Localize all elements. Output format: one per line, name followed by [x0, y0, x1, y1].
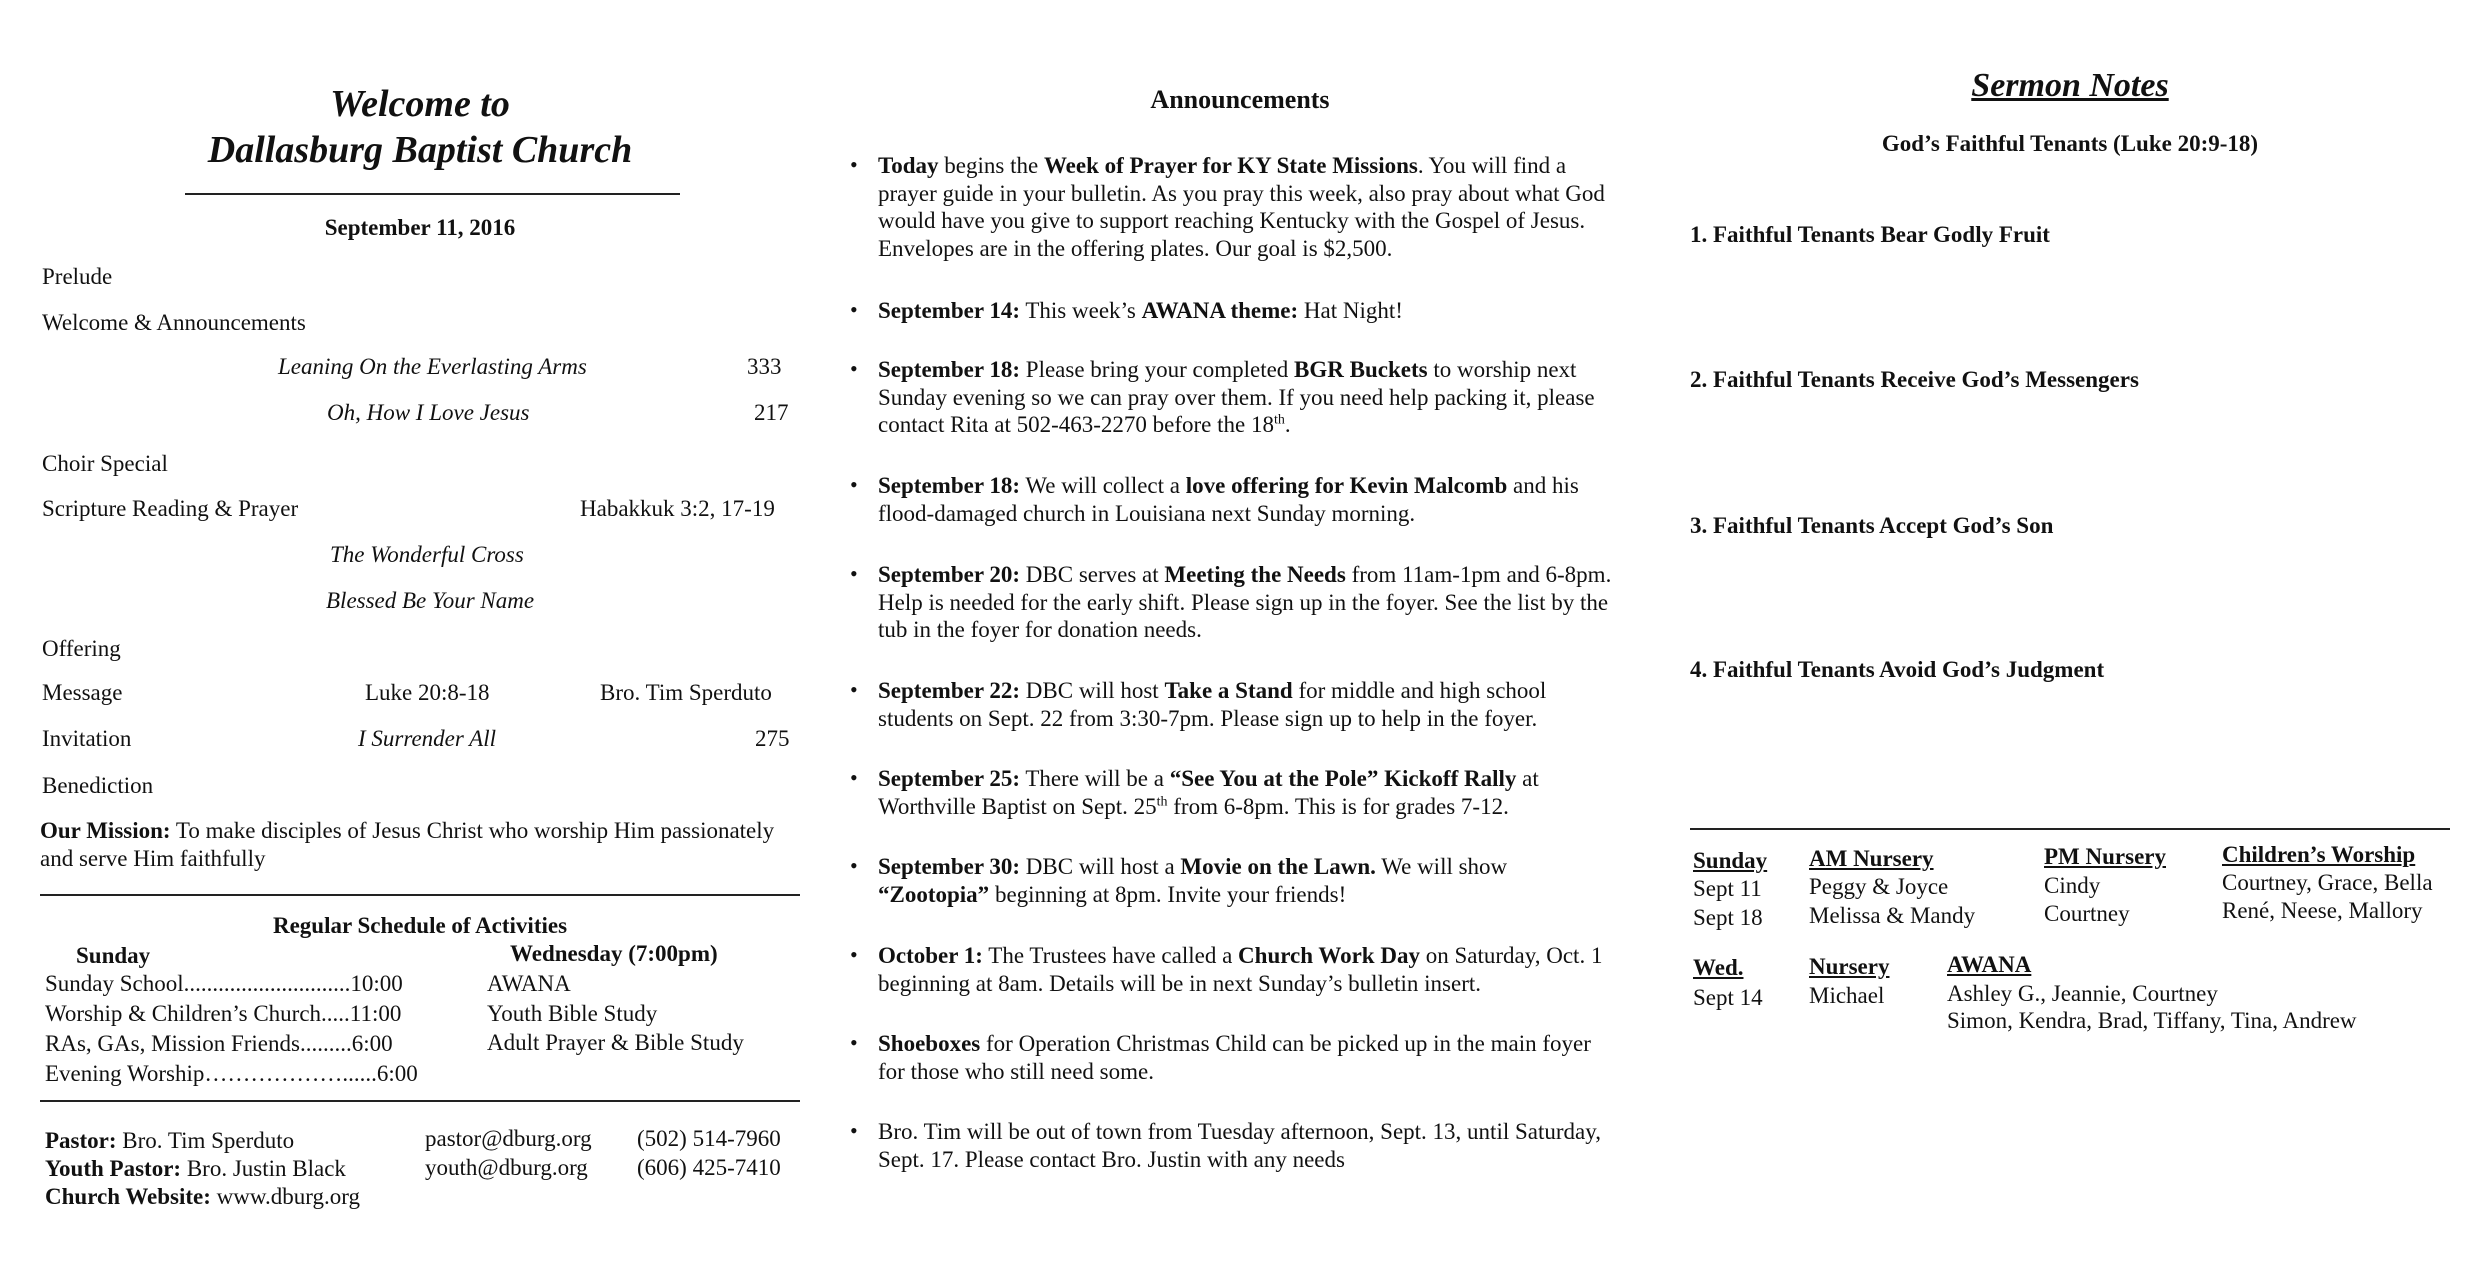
order-of-service-column: [40, 0, 800, 1269]
nursery-row1-am: Peggy & Joyce: [1809, 874, 1949, 899]
message-label: Message: [42, 680, 123, 705]
schedule-sunday-item: Sunday School.............................10:00: [45, 971, 403, 996]
hymn-1-number: 333: [747, 354, 782, 379]
bullet: •: [850, 152, 858, 177]
song-3-title: The Wonderful Cross: [330, 542, 524, 567]
wed-row1-nursery: Michael: [1809, 983, 1885, 1008]
bullet: •: [850, 942, 858, 967]
sermon-point: 3. Faithful Tenants Accept God’s Son: [1690, 513, 2054, 538]
message-speaker: Bro. Tim Sperduto: [600, 680, 772, 705]
bullet: •: [850, 1030, 858, 1055]
pastor-line: [45, 1127, 294, 1155]
schedule-divider: [40, 1100, 800, 1102]
sermon-point: 4. Faithful Tenants Avoid God’s Judgment: [1690, 657, 2105, 682]
youth-phone: (606) 425-7410: [637, 1155, 781, 1180]
pastor-name: Bro. Tim Sperduto: [116, 1128, 295, 1153]
wed-header-awana: AWANA: [1947, 952, 2032, 977]
bullet: •: [850, 297, 858, 322]
mission-statement: [40, 817, 800, 872]
nursery-row1-date: Sept 11: [1693, 876, 1762, 901]
order-welcome: [40, 309, 800, 341]
scripture-reference: Habakkuk 3:2, 17-19: [580, 496, 775, 521]
nursery-row2-date: Sept 18: [1693, 905, 1763, 930]
invitation-number: 275: [755, 726, 790, 751]
nursery-header-children: Children’s Worship: [2222, 842, 2416, 867]
song-4-title: Blessed Be Your Name: [326, 588, 535, 613]
nursery-row1-pm: Cindy: [2044, 873, 2101, 898]
mission-divider: [40, 894, 800, 896]
youth-pastor-label: Youth Pastor:: [45, 1156, 182, 1181]
wed-header-wed: Wed.: [1693, 955, 1744, 980]
invitation-song: I Surrender All: [358, 726, 496, 751]
nursery-divider: [1690, 828, 2450, 830]
title-divider: [185, 193, 680, 195]
bullet: •: [850, 1118, 858, 1143]
wed-row1-awana: Ashley G., Jeannie, Courtney: [1947, 981, 2218, 1006]
mission-text: To make disciples of Jesus Christ who worship Him passionately and serve Him faithfully: [40, 818, 775, 871]
nursery-row2-am: Melissa & Mandy: [1809, 903, 1976, 928]
wed-row1-date: Sept 14: [1693, 985, 1763, 1010]
welcome-heading-line1: Welcome to: [330, 83, 510, 125]
schedule-title: Regular Schedule of Activities: [272, 913, 568, 938]
bullet: •: [850, 853, 858, 878]
order-prelude: [40, 263, 800, 295]
pastor-phone: (502) 514-7960: [637, 1126, 781, 1151]
nursery-header-pm: PM Nursery: [2044, 844, 2166, 869]
welcome-announcements-label: Welcome & Announcements: [42, 310, 306, 335]
website-url[interactable]: www.dburg.org: [210, 1184, 360, 1209]
order-offering: [40, 635, 800, 667]
bullet: •: [850, 561, 858, 586]
youth-email[interactable]: youth@dburg.org: [425, 1155, 588, 1180]
sermon-point: 2. Faithful Tenants Receive God’s Messengers: [1690, 367, 2139, 392]
website-label: Church Website:: [45, 1184, 211, 1209]
invitation-label: Invitation: [42, 726, 132, 751]
scripture-label: Scripture Reading & Prayer: [42, 496, 299, 521]
service-date: September 11, 2016: [324, 215, 516, 240]
hymn-2-title: Oh, How I Love Jesus: [327, 400, 530, 425]
order-message: [40, 679, 800, 711]
order-invitation: [40, 725, 800, 757]
benediction-label: Benediction: [42, 773, 154, 798]
bullet: •: [850, 356, 858, 381]
sermon-notes-column: [1690, 0, 2450, 1269]
nursery-header-am: AM Nursery: [1809, 846, 1934, 871]
choir-special-label: Choir Special: [42, 451, 168, 476]
youth-pastor-line: [45, 1155, 346, 1183]
schedule-wednesday-item: Youth Bible Study: [487, 1001, 658, 1026]
nursery-row1-children: Courtney, Grace, Bella: [2222, 870, 2433, 895]
order-benediction: [40, 772, 800, 804]
nursery-header-sunday: Sunday: [1693, 848, 1768, 873]
website-line: [45, 1183, 360, 1211]
schedule-sunday-item: RAs, GAs, Mission Friends.........6:00: [45, 1031, 393, 1056]
announcements-title: Announcements: [1150, 85, 1330, 114]
nursery-row2-children: René, Neese, Mallory: [2222, 898, 2423, 923]
sermon-subtitle: God’s Faithful Tenants (Luke 20:9-18): [1881, 131, 2259, 156]
youth-pastor-name: Bro. Justin Black: [181, 1156, 346, 1181]
schedule-wednesday-header: Wednesday (7:00pm): [510, 941, 718, 966]
sermon-notes-title: Sermon Notes: [1971, 67, 2169, 104]
bullet: •: [850, 765, 858, 790]
wed-row1-awana-cont: Simon, Kendra, Brad, Tiffany, Tina, Andrew: [1947, 1008, 2357, 1033]
bullet: •: [850, 472, 858, 497]
wed-header-nursery: Nursery: [1809, 954, 1890, 979]
announcements-column: Announcements • Today begins the Week of Prayer for KY State Missions. You will find a prayer guide in your bulletin. As you pray this week, also pray about what God would have you give to support reaching Kentucky with the Gospel of Jesus. Envelopes are in the offering plates. Our goal is $2,500. • September 14: This week’s AWANA theme: Hat Night! • September 18: Please bring your completed BGR Buckets to worship next Sunday evening so we can pray over them. If you need help packing it, please contact Rita at 502-463-2270 before the 18th. • September 18: We will collect a love offering for Kevin Malcomb and his flood-damaged church in Louisiana next Sunday morning. • September 20: DBC serves at Meeting the Needs from 11am-1pm and 6-8pm. Help is needed for the early shift. Please sign up in the foyer. See the list by the tub in the foyer for donation needs. • September 22: DBC will host Take a Stand for middle and high school students on Sept. 22 from 3:30-7pm. Please sign up to help in the foyer. • September 25: There will be a “See You at the Pole” Kickoff Rally at Worthville Baptist on Sept. 25th from 6-8pm. This is for grades 7-12. • September 30: DBC will host a Movie on the Lawn. We will show “Zootopia” beginning at 8pm. Invite your friends! • October 1: The Trustees have called a Church Work Day on Saturday, Oct. 1 beginning at 8am. Details will be in next Sunday’s bulletin insert. • Shoeboxes for Operation Christmas Child can be picked up in the main foyer for those who still need some. • Bro. Tim will be out of town from Tuesday afternoon, Sept. 13, until Saturday, Sept. 17. Please contact Bro. Justin with any needs: [850, 0, 1630, 1269]
order-song-4: [40, 587, 800, 619]
order-hymn-1: [40, 353, 800, 385]
hymn-1-title: Leaning On the Everlasting Arms: [278, 354, 587, 379]
hymn-2-number: 217: [754, 400, 789, 425]
mission-label: Our Mission:: [40, 818, 171, 843]
schedule-sunday-item: Evening Worship………………......6:00: [45, 1061, 418, 1086]
schedule-sunday-item: Worship & Children’s Church.....11:00: [45, 1001, 402, 1026]
pastor-label: Pastor:: [45, 1128, 117, 1153]
order-hymn-2: [40, 399, 800, 431]
prelude-label: Prelude: [42, 264, 113, 289]
church-name-heading: Dallasburg Baptist Church: [207, 129, 633, 171]
message-reference: Luke 20:8-18: [365, 680, 490, 705]
schedule-wednesday-item: Adult Prayer & Bible Study: [487, 1030, 744, 1055]
pastor-email[interactable]: pastor@dburg.org: [425, 1126, 592, 1151]
bullet: •: [850, 677, 858, 702]
nursery-row2-pm: Courtney: [2044, 901, 2130, 926]
order-scripture: [40, 495, 800, 527]
offering-label: Offering: [42, 636, 121, 661]
schedule-sunday-header: Sunday: [76, 943, 151, 968]
order-choir: [40, 450, 800, 482]
order-song-3: [40, 541, 800, 573]
sermon-point: 1. Faithful Tenants Bear Godly Fruit: [1690, 222, 2050, 247]
schedule-wednesday-item: AWANA: [487, 971, 571, 996]
